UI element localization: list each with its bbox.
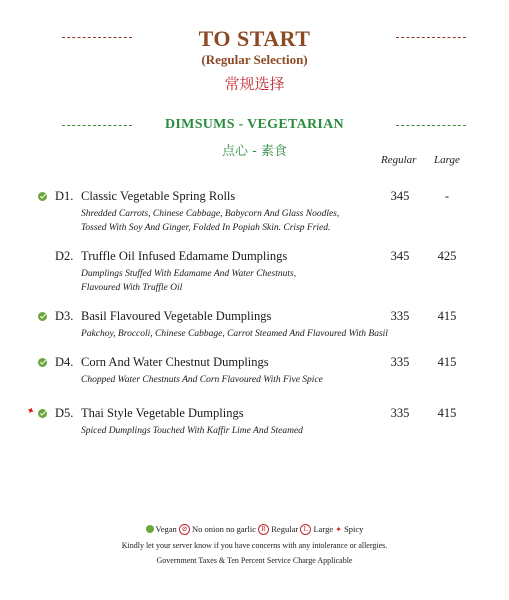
description-line: Tossed With Soy And Ginger, Folded In Popiah Skin. Crisp Fried. — [81, 223, 331, 233]
column-header-large: Large — [434, 154, 460, 166]
price-regular: 345 — [390, 189, 410, 203]
item-description — [81, 424, 411, 438]
legend-spicy: Spicy — [344, 524, 364, 534]
item-description — [81, 373, 411, 387]
legend-regular: Regular — [271, 524, 299, 534]
item-code: D1. — [55, 189, 74, 203]
section-title: DIMSUMS - VEGETARIAN — [165, 117, 344, 132]
page-title-chinese: 常规选择 — [224, 75, 285, 93]
description-line: Chopped Water Chestnuts And Corn Flavoured With Five Spice — [81, 375, 323, 385]
vegan-icon — [38, 312, 47, 321]
page-title: TO START — [198, 26, 311, 51]
description-line: Dumplings Stuffed With Edamame And Water Chestnuts, — [81, 269, 297, 279]
chili-icon: ✦ — [335, 525, 342, 534]
description-line: Flavoured With Truffle Oil — [81, 283, 183, 293]
regular-mark-icon: R — [258, 524, 269, 535]
price-regular: 335 — [390, 309, 410, 323]
item-name: Truffle Oil Infused Edamame Dumplings — [81, 249, 288, 263]
allergy-note: Kindly let your server know if you have concerns with any intolerance or allergies. — [121, 541, 388, 550]
no-onion-icon: ⊘ — [179, 524, 190, 535]
item-description — [81, 327, 441, 341]
price-regular: 335 — [390, 355, 410, 369]
description-line: Spiced Dumplings Touched With Kaffir Lime And Steamed — [81, 426, 303, 436]
item-name: Classic Vegetable Spring Rolls — [81, 189, 236, 203]
price-large: - — [444, 189, 450, 203]
item-description — [81, 267, 411, 295]
item-code: D4. — [55, 355, 74, 369]
item-name: Basil Flavoured Vegetable Dumplings — [81, 309, 272, 323]
price-regular: 335 — [390, 406, 410, 420]
price-large: 415 — [437, 355, 457, 369]
vegan-icon — [146, 525, 154, 533]
price-large: 425 — [437, 249, 457, 263]
page-subtitle: (Regular Selection) — [201, 52, 308, 67]
item-name: Thai Style Vegetable Dumplings — [81, 406, 244, 420]
chili-icon: ✦ — [24, 404, 37, 419]
tax-note: Government Taxes & Ten Percent Service Charge Applicable — [156, 556, 353, 565]
price-large: 415 — [437, 309, 457, 323]
price-large: 415 — [437, 406, 457, 420]
item-name: Corn And Water Chestnut Dumplings — [81, 355, 269, 369]
column-header-regular: Regular — [381, 154, 417, 166]
large-mark-icon: L — [300, 524, 311, 535]
vegan-icon — [38, 192, 47, 201]
legend-vegan: Vegan — [155, 524, 177, 534]
vegan-icon — [38, 358, 47, 367]
section-title-chinese: 点心 - 素食 — [222, 144, 287, 159]
legend — [0, 524, 509, 535]
vegan-icon — [38, 409, 47, 418]
item-code: D5. — [55, 406, 74, 420]
item-code: D2. — [55, 249, 74, 263]
legend-no-onion: No onion no garlic — [192, 524, 257, 534]
item-description — [81, 207, 411, 235]
price-regular: 345 — [390, 249, 410, 263]
description-line: Shredded Carrots, Chinese Cabbage, Babycorn And Glass Noodles, — [81, 209, 340, 219]
legend-large: Large — [313, 524, 334, 534]
item-code: D3. — [55, 309, 74, 323]
description-line: Pakchoy, Broccoli, Chinese Cabbage, Carrot Steamed And Flavoured With Basil — [81, 329, 388, 339]
